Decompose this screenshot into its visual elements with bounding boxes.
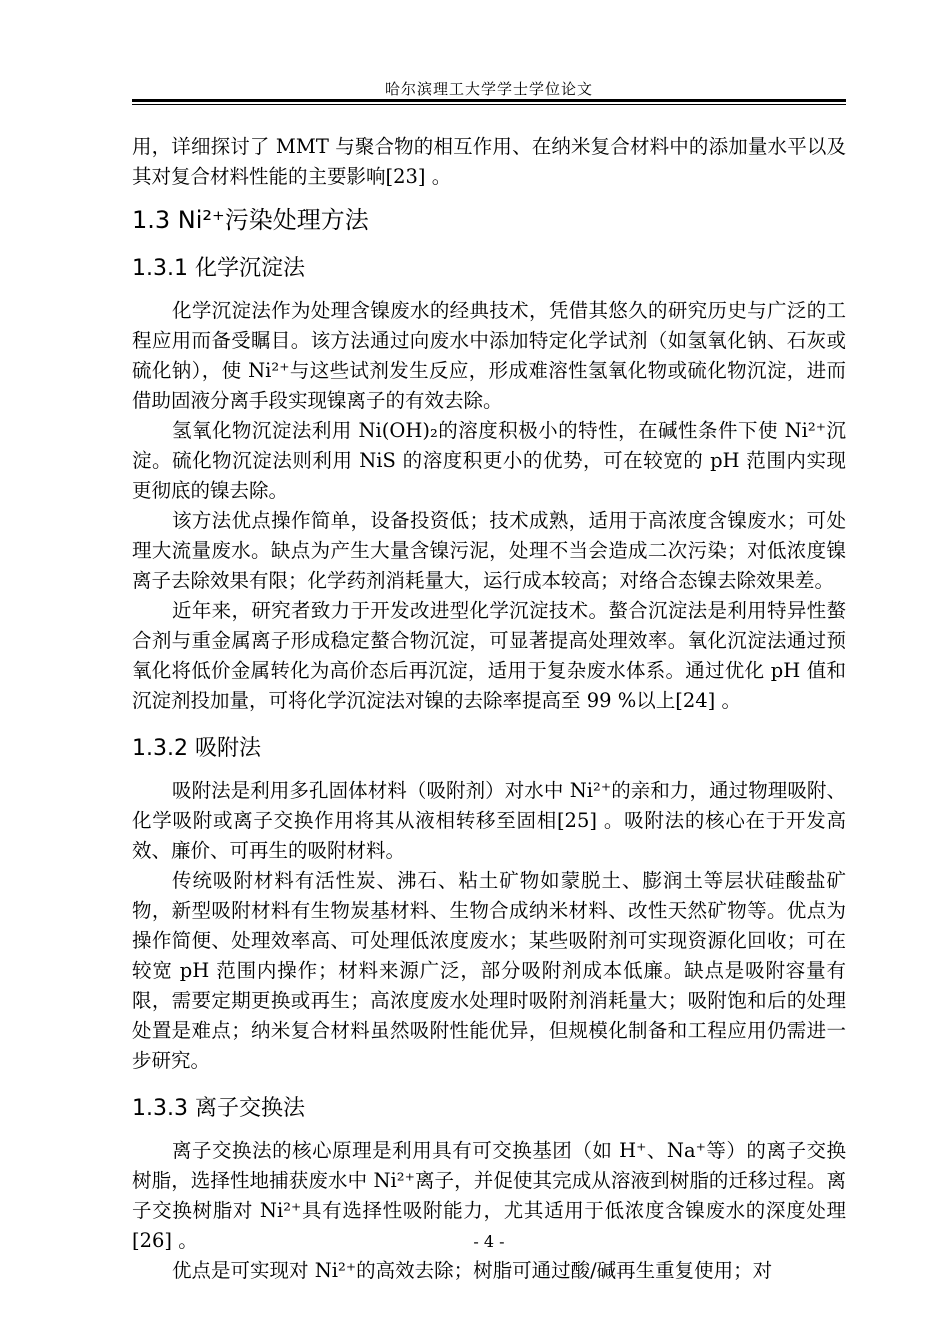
subsection-heading-1-3-1: 1.3.1 化学沉淀法 <box>132 256 305 281</box>
subsection-heading-1-3-2: 1.3.2 吸附法 <box>132 736 261 761</box>
paragraph: 该方法优点操作简单，设备投资低；技术成熟，适用于高浓度含镍废水；可处理大流量废水。缺点为产生大量含镍污泥，处理不当会造成二次污染；对低浓度镍离子去除效果有限；化学药剂消耗量大，运行成本较高；对络合态镍去除效果差。 <box>132 509 846 592</box>
header-rule-thin <box>132 104 846 105</box>
page-number: - 4 - <box>473 1232 505 1251</box>
paragraph: 化学沉淀法作为处理含镍废水的经典技术，凭借其悠久的研究历史与广泛的工程应用而备受瞩目。该方法通过向废水中添加特定化学试剂（如氢氧化钠、石灰或硫化钠），使 Ni²⁺与这些试剂发生反应，形成难溶性氢氧化物或硫化物沉淀，进而借助固液分离手段实现镍离子的有效去除。 <box>132 299 846 412</box>
section-heading-1-3: 1.3 Ni²⁺污染处理方法 <box>132 206 369 234</box>
running-header: 哈尔滨理工大学学士学位论文 <box>384 80 593 98</box>
paragraph: 吸附法是利用多孔固体材料（吸附剂）对水中 Ni²⁺的亲和力，通过物理吸附、化学吸附或离子交换作用将其从液相转移至固相[25] 。吸附法的核心在于开发高效、廉价、可再生的吸附材料。 <box>132 779 846 862</box>
paragraph: 氢氧化物沉淀法利用 Ni(OH)₂的溶度积极小的特性，在碱性条件下使 Ni²⁺沉淀。硫化物沉淀法则利用 NiS 的溶度积更小的优势，可在较宽的 pH 范围内实现更彻底的镍去除。 <box>132 419 846 502</box>
paragraph: 近年来，研究者致力于开发改进型化学沉淀技术。螯合沉淀法是利用特异性螯合剂与重金属离子形成稳定螯合物沉淀，可显著提高处理效率。氧化沉淀法通过预氧化将低价金属转化为高价态后再沉淀，适用于复杂废水体系。通过优化 pH 值和沉淀剂投加量，可将化学沉淀法对镍的去除率提高至 99 %以上[24] 。 <box>132 599 846 712</box>
header-rule-thick <box>132 99 846 102</box>
paragraph: 离子交换法的核心原理是利用具有可交换基团（如 H⁺、Na⁺等）的离子交换树脂，选择性地捕获废水中 Ni²⁺离子，并促使其完成从溶液到树脂的迁移过程。离子交换树脂对 Ni²⁺具有选择性吸附能力，尤其适用于低浓度含镍废水的深度处理[26] 。 <box>132 1139 846 1252</box>
paragraph: 传统吸附材料有活性炭、沸石、粘土矿物如蒙脱土、膨润土等层状硅酸盐矿物，新型吸附材料有生物炭基材料、生物合成纳米材料、改性天然矿物等。优点为操作简便、处理效率高、可处理低浓度废水；某些吸附剂可实现资源化回收；可在较宽 pH 范围内操作；材料来源广泛，部分吸附剂成本低廉。缺点是吸附容量有限，需要定期更换或再生；高浓度废水处理时吸附剂消耗量大；吸附饱和后的处理处置是难点；纳米复合材料虽然吸附性能优异，但规模化制备和工程应用仍需进一步研究。 <box>132 869 846 1072</box>
paragraph: 优点是可实现对 Ni²⁺的高效去除；树脂可通过酸/碱再生重复使用；对 <box>172 1259 773 1282</box>
paragraph-continued: 用，详细探讨了 MMT 与聚合物的相互作用、在纳米复合材料中的添加量水平以及其对复合材料性能的主要影响[23] 。 <box>132 135 846 188</box>
page-body <box>132 132 846 1286</box>
subsection-heading-1-3-3: 1.3.3 离子交换法 <box>132 1096 305 1121</box>
